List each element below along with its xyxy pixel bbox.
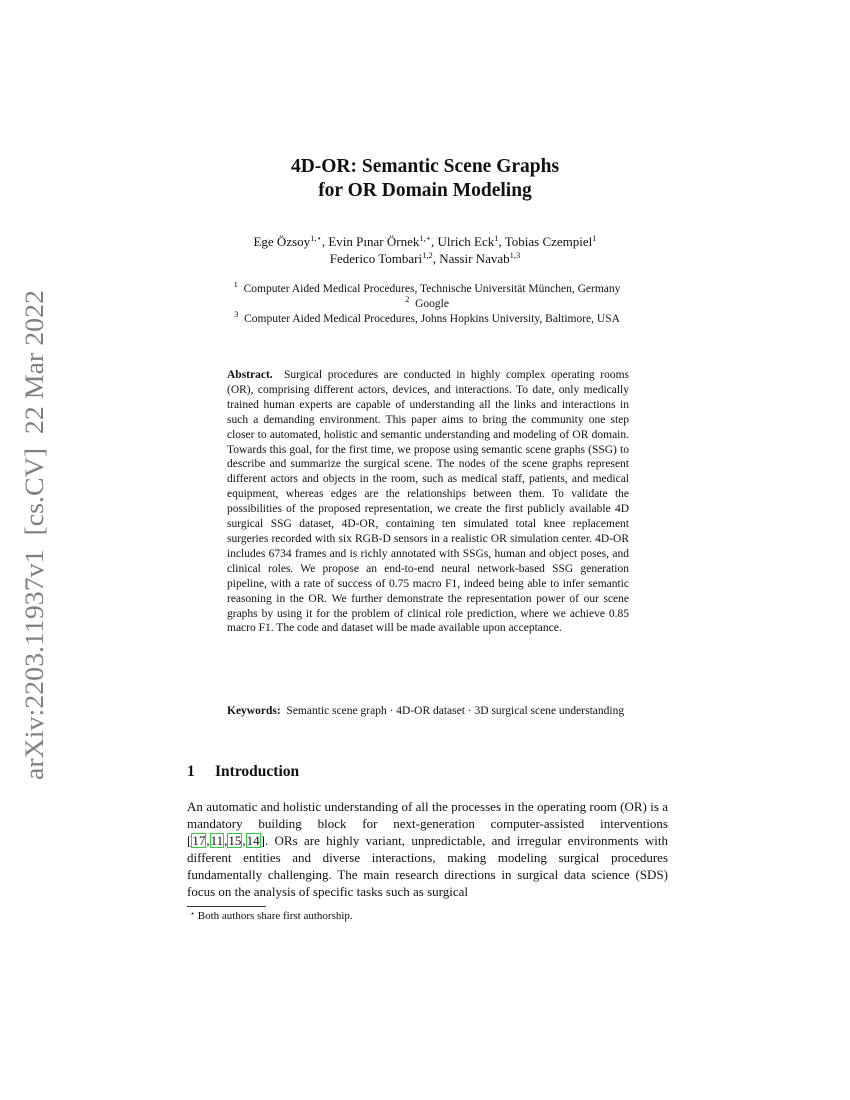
affiliation-text: Google xyxy=(415,298,449,311)
affiliation-list xyxy=(188,279,666,328)
introduction-paragraph xyxy=(187,798,668,901)
arxiv-identifier-stamp xyxy=(20,290,50,780)
arxiv-identifier-svg xyxy=(20,290,50,780)
author-affiliation-mark: 1 xyxy=(494,233,499,243)
citation-link[interactable]: 15 xyxy=(228,833,242,849)
author-separator: , xyxy=(432,251,440,266)
citation-link[interactable]: 14 xyxy=(246,833,260,849)
paper-title-line-1: 4D-OR: Semantic Scene Graphs xyxy=(290,156,560,177)
author-line-2 xyxy=(0,250,850,267)
footnote-divider xyxy=(187,906,266,907)
footnote-mark: ⋆ xyxy=(190,909,196,918)
introduction-text-after-citations: . ORs are highly variant, unpredictable, and irregular environments with different entities and diverse interactions, making modeling surgical procedures fundamentally challenging. The main research directions in surgical data science (SDS) focus on the analysis of specific tasks such as surgical xyxy=(187,833,668,900)
author-name: Evin Pınar Örnek xyxy=(328,234,420,249)
abstract-label: Abstract. xyxy=(227,369,273,381)
author-affiliation-mark: 1,3 xyxy=(509,250,521,260)
affiliation-text: Computer Aided Medical Procedures, Johns Hopkins University, Baltimore, USA xyxy=(244,313,620,326)
author-name: Nassir Navab xyxy=(439,251,510,266)
author-separator: , xyxy=(498,234,505,249)
introduction-text-before-citations: An automatic and holistic understanding of all the processes in the operating room (OR) is a mandatory building block for next-generation computer-assisted interventions xyxy=(187,799,668,832)
affiliation-mark: 3 xyxy=(234,309,239,320)
author-name: Tobias Czempiel xyxy=(504,234,593,249)
section-number: 1 xyxy=(187,763,195,780)
citation-link[interactable]: 11 xyxy=(210,833,224,849)
keywords-label: Keywords: xyxy=(227,705,281,717)
section-title: Introduction xyxy=(215,763,300,780)
author-affiliation-mark: 1,⋆ xyxy=(419,233,432,243)
author-affiliation-mark: 1,2 xyxy=(422,250,433,260)
affiliation-2 xyxy=(188,294,666,312)
paper-title xyxy=(0,155,850,203)
affiliation-mark: 2 xyxy=(405,294,410,305)
author-name: Federico Tombari xyxy=(329,251,423,266)
affiliation-1 xyxy=(188,279,666,297)
author-affiliation-mark: 1 xyxy=(592,233,597,243)
citation-separator: , xyxy=(206,833,210,849)
abstract-text: Surgical procedures are conducted in highly complex operating rooms (OR), comprising different actors, devices, and interactions. To date, only medically trained human experts are capable of understanding all the links and interactions in such a demanding environment. This paper aims to bring the community one step closer to automated, holistic and semantic understanding and modeling of OR domain. Towards this goal, for the first time, we propose using semantic scene graphs (SSG) to describe and summarize the surgical scene. The nodes of the scene graphs represent different actors and objects in the room, such as medical staff, patients, and medical equipment, whereas edges are the relationships between them. To validate the possibilities of the proposed representation, we create the first publicly available 4D surgical SSG dataset, 4D-OR, containing ten simulated total knee replacement surgeries recorded with six RGB-D sensors in a realistic OR simulation center. 4D-OR includes 6734 frames and is richly annotated with SSGs, human and object poses, and clinical roles. We propose an end-to-end neural network-based SSG generation pipeline, with a rate of success of 0.75 macro F1, indeed being able to infer semantic reasoning in the OR. We further demonstrate the representation power of our scene graphs by using it for the problem of clinical role prediction, where we achieve 0.85 macro F1. The code and dataset will be made available upon acceptance. xyxy=(227,369,629,635)
affiliation-3 xyxy=(188,309,666,327)
author-separator: , xyxy=(321,234,329,249)
affiliation-text: Computer Aided Medical Procedures, Technische Universität München, Germany xyxy=(243,283,621,295)
citation-bracket-open: [ xyxy=(187,833,192,849)
citation-bracket-close: ] xyxy=(260,833,265,849)
paper-title-line-2: for OR Domain Modeling xyxy=(318,180,532,201)
citation-link[interactable]: 17 xyxy=(192,833,206,849)
footnote-text: Both authors share first authorship. xyxy=(197,910,353,922)
arxiv-identifier-text: arXiv:2203.11937v1 [cs.CV] 22 Mar 2022 xyxy=(20,323,49,780)
affiliation-mark: 1 xyxy=(233,279,238,289)
keywords xyxy=(227,704,629,719)
author-separator: , xyxy=(431,234,438,249)
keywords-text: Semantic scene graph · 4D-OR dataset · 3D surgical scene understanding xyxy=(286,705,625,717)
abstract xyxy=(227,368,629,636)
footnote xyxy=(190,909,353,923)
author-list xyxy=(0,233,850,267)
author-affiliation-mark: 1,⋆ xyxy=(310,233,322,243)
citation-separator: , xyxy=(242,833,246,849)
author-line-1 xyxy=(0,233,850,250)
citation-separator: , xyxy=(224,833,228,849)
author-name: Ulrich Eck xyxy=(437,234,495,249)
section-heading-introduction xyxy=(187,762,299,782)
author-name: Ege Özsoy xyxy=(253,234,311,249)
